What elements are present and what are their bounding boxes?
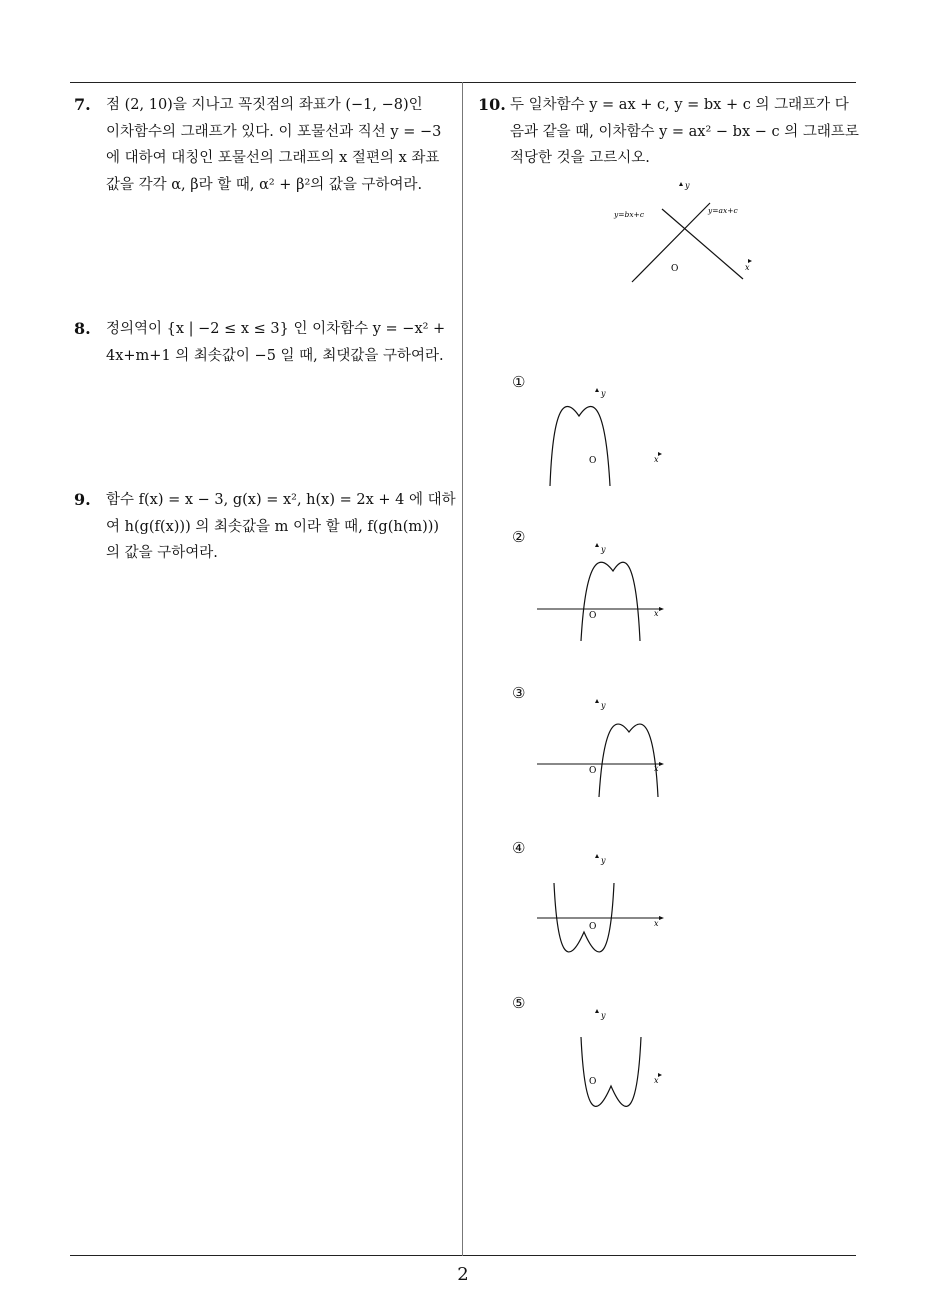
option-4-mark[interactable]: ④ (512, 839, 526, 857)
bottom-rule (70, 1255, 856, 1256)
question-number: 7. (74, 95, 91, 114)
y-axis-label: y (601, 701, 606, 710)
x-axis-arrow-icon (658, 1073, 662, 1077)
origin-label: O (671, 264, 679, 274)
x-axis-arrow-icon (658, 452, 662, 456)
option-3-graph[interactable] (530, 694, 680, 804)
question-number: 8. (74, 319, 91, 338)
parabola-curve (599, 724, 658, 797)
origin-label: O (589, 456, 597, 466)
option-4-graph[interactable] (530, 849, 680, 959)
y-axis-label: y (601, 1011, 606, 1020)
x-axis-label: x (654, 919, 659, 928)
y-axis-label: y (685, 181, 690, 190)
question-number: 10. (478, 95, 506, 114)
line2-label: y=ax+c (708, 206, 738, 215)
option-2-mark[interactable]: ② (512, 528, 526, 546)
y-axis-label: y (601, 545, 606, 554)
option-2-graph[interactable] (530, 538, 680, 648)
line1-label: y=bx+c (614, 210, 645, 219)
x-axis-label: x (654, 1076, 659, 1085)
option-5-mark[interactable]: ⑤ (512, 994, 526, 1012)
parabola-curve (581, 1037, 641, 1106)
option-5-graph[interactable] (530, 1004, 680, 1114)
question-number: 9. (74, 490, 91, 509)
origin-label: O (589, 611, 597, 621)
page-number: 2 (457, 1264, 469, 1285)
y-axis-arrow-icon (595, 854, 599, 858)
origin-label: O (589, 922, 597, 932)
y-axis-label: y (601, 856, 606, 865)
top-rule (70, 82, 856, 83)
origin-label: O (589, 1077, 597, 1087)
y-axis-label: y (601, 389, 606, 398)
x-axis-arrow-icon (659, 762, 664, 766)
parabola-curve (581, 562, 640, 641)
y-axis-arrow-icon (595, 699, 599, 703)
x-axis-label: x (654, 764, 659, 773)
origin-label: O (589, 766, 597, 776)
x-axis-label: x (654, 455, 659, 464)
option-1-graph[interactable] (530, 383, 680, 493)
y-axis-arrow-icon (679, 182, 683, 186)
question-text: 점 (2, 10)을 지나고 꼭짓점의 좌표가 (−1, −8)인 이차함수의 그래프가 있다. 이 포물선과 직선 y = −3 에 대하여 대칭인 포물선의 그래프의 x 절편의 x 좌표 값을 각각 α, β라 할 때, α² + β²의 값을 구하여라. (106, 97, 442, 193)
q10-figure (600, 175, 770, 290)
x-axis-arrow-icon (659, 916, 664, 920)
parabola-curve (550, 406, 610, 486)
x-axis-label: x (654, 609, 659, 618)
column-divider (462, 82, 463, 1256)
y-axis-arrow-icon (595, 543, 599, 547)
option-3-mark[interactable]: ③ (512, 684, 526, 702)
y-axis-arrow-icon (595, 388, 599, 392)
option-1-mark[interactable]: ① (512, 373, 526, 391)
question-text: 정의역이 {x | −2 ≤ x ≤ 3} 인 이차함수 y = −x² + 4x+m+1 의 최솟값이 −5 일 때, 최댓값을 구하여라. (106, 321, 446, 364)
x-axis-label: x (745, 263, 750, 272)
parabola-curve (554, 883, 614, 952)
question-text: 두 일차함수 y = ax + c, y = bx + c 의 그래프가 다 음과 같을 때, 이차함수 y = ax² − bx − c 의 그래프로 적당한 것을 고르시오. (510, 97, 859, 166)
x-axis-arrow-icon (659, 607, 664, 611)
y-axis-arrow-icon (595, 1009, 599, 1013)
question-text: 함수 f(x) = x − 3, g(x) = x², h(x) = 2x + 4 에 대하 여 h(g(f(x))) 의 최솟값을 m 이라 할 때, f(g(h(m))) 의 값을 구하여라. (106, 492, 456, 561)
